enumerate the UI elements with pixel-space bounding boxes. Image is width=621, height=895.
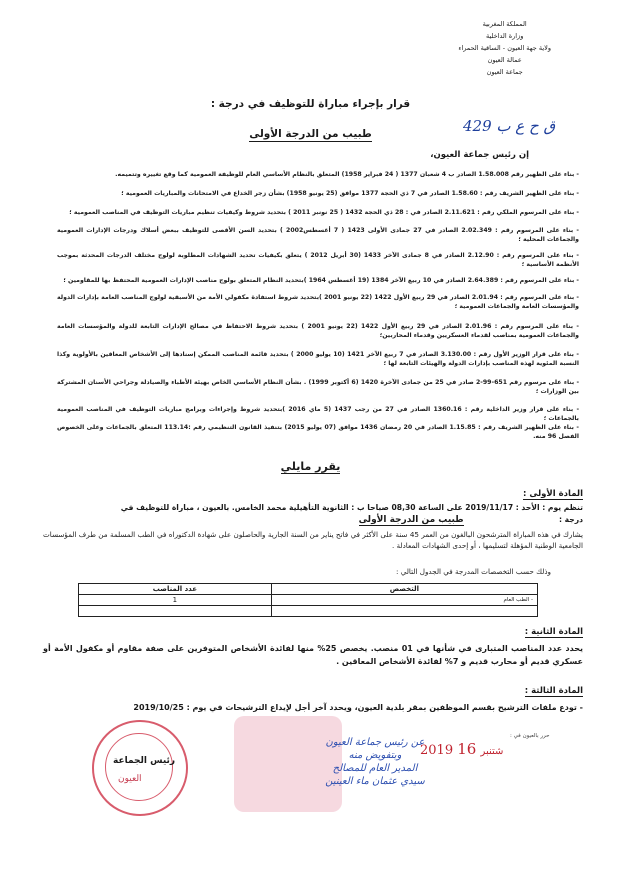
- consideration: - بناء على قرار الوزير الأول رقم : 3.130.00 الصادر في 7 ربيع الآخر 1421 (10 يوليو 2000 ) بتحديد قائمة المناصب الممكن إسنادها إلى الأشخاص المعاقين بالأولوية وكذا النسبة المئوية لهذه المناصب بإدارات الدولة والهيئات التابعة لها ؛: [57, 351, 579, 368]
- stamp-city: العيون: [118, 774, 142, 784]
- place-label: حرر بالعيون في :: [510, 733, 550, 739]
- consideration: - بناء على الظهير الشريف رقم : 1.58.60 الصادر في 7 ذي الحجة 1377 موافق (25 يونيو 1958) بشأن زجر الخداع في الامتحانات والمباريات العمومية ؛: [121, 190, 579, 197]
- article-3-text: - تودع ملفات الترشيح بقسم الموظفين بمقر بلدية العيون، ويحدد آخر أجل لإيداع الترشيحات في يوم : 2019/10/25: [133, 703, 583, 712]
- consideration: - بناء على المرسوم رقم : 2.12.90 الصادر في 8 جمادى الآخر 1433 (30 أبريل 2012 ) يتعلق بكيفيات تحديد الشهادات المطلوبة لولوج مختلف الدرجات المحدثة بموجب الأنظمة الأساسية ؛: [57, 252, 579, 269]
- delegated-signature: [300, 736, 450, 788]
- letterhead-line: ولاية جهة العيون - الساقية الحمراء: [458, 44, 551, 52]
- date-day: 16: [457, 740, 477, 758]
- table-cell-positions: 1: [79, 595, 272, 606]
- article-1-eligibility: يشارك في هذه المباراة المترشحون البالغون من العمر 45 سنة على الأكثر في فاتح يناير من السنة الجارية والحاصلون على شهادة الدكتوراه في الطب المسلمة من طرف المؤسسات الجامعية الوطنية المؤهلة لتسليمها ، أو إحدى الشهادات المعادلة .: [43, 530, 583, 550]
- date-month: شتنبر: [480, 746, 504, 757]
- letterhead-line: وزارة الداخلية: [486, 32, 524, 40]
- article-2-title: [525, 627, 583, 637]
- consideration: - بناء على المرسوم الملكي رقم : 2.11.621 الصادر في : 28 ذي الحجة 1432 ( 25 نونبر 2011 ) بتحديد شروط وكيفيات تنظيم مباريات التوظيف في المناصب العمومية ؛: [69, 209, 579, 216]
- consideration: - بناء على المرسوم رقم : 2.02.349 الصادر في 27 جمادى الأولى 1423 ( 7 أغسطس2002 ) بتحديد السن الأقصى للتوظيف ببعض أسلاك ودرجات الإدارات العمومية والجماعات المحلية ؛: [57, 227, 579, 244]
- round-stamp-inner: [105, 733, 176, 801]
- article-1-grade-line: [43, 514, 583, 526]
- article-1-text: تنظم يوم : الأحد : 2019/11/17 على الساعة 08,30 صباحا ب : الثانوية التأهيلية محمد الخامس. بالعيون ، مباراة للتوظيف في: [120, 503, 583, 512]
- article-1-label: المادة الأولى :: [522, 489, 583, 499]
- decides-heading: [0, 460, 621, 473]
- signature-line: وبتفويض منه: [348, 750, 402, 761]
- consideration: - بناء على المرسوم رقم : 2.64.389 الصادر في 10 ربيع الآخر 1384 (19 أغسطس 1964 )بتحديد النظام المتعلق بولوج مناصب الإدارات العمومية المحتفظ بها للمقاومين ؛: [63, 277, 579, 284]
- article-3-title: [525, 686, 583, 696]
- signature-line: المدير العام للمصالح: [332, 763, 418, 774]
- table-row-empty: [79, 606, 538, 617]
- consideration: - بناء على المرسوم رقم : 2.01.96 الصادر في 29 ربيع الأول 1422 (22 يونيو 2001 ) بتحديد شروط الاحتفاظ في مصالح الإدارات التابعة للدولة والمؤسسات العامة والجماعات العمومية بمناصب لقدماء العسكريين وقدماء المحاربين؛: [57, 323, 579, 340]
- signature-line: عن رئيس جماعة العيون: [325, 737, 425, 748]
- column-header-positions: عدد المناصب: [79, 584, 272, 595]
- column-header-specialty: التخصص: [271, 584, 537, 595]
- grade-value: طبيب من الدرجة الأولى: [358, 515, 464, 525]
- consideration: - بناء على المرسوم رقم : 2.01.94 الصادر في 29 ربيع الأول 1422 (22 يونيو 2001 )بتحديد شروط استفادة مكفولي الأمة من الأسبقية لولوج المناصب العامة بإدارات الدولة والمؤسسات العامة والجماعات العمومية ؛: [57, 294, 580, 311]
- grade-label: درجة :: [558, 515, 583, 524]
- table-cell-empty: [271, 606, 537, 617]
- consideration: - بناء على مرسوم رقم 651-99-2 صادر في 25 من جمادى الآخرة 1420 (6 أكتوبر 1999) . بشأن النظام الأساسي الخاص بهيئة الأطباء والصيادلة وجراحي الأسنان المشتركة بين الوزارات ؛: [57, 379, 580, 396]
- president-intro: إن رئيس جماعة العيون،: [430, 150, 529, 160]
- table-row: [79, 595, 538, 606]
- article-1-title: [523, 489, 583, 499]
- article-1-table-intro: وذلك حسب التخصصات المدرجة في الجدول التالي :: [396, 567, 551, 576]
- letterhead: [458, 18, 551, 78]
- decision-subtitle: [0, 128, 621, 140]
- table-header-row: [79, 584, 538, 595]
- president-signature: رئيس الجماعة: [113, 756, 176, 766]
- article-2-label: المادة الثانية :: [524, 627, 583, 637]
- consideration: - بناء على الظهير الشريف رقم : 1.15.85 الصادر في 20 رمضان 1436 موافق (07 يوليو 2015) بتنفيذ القانون التنظيمي رقم :113.14 المتعلق بالجماعات وعلى الخصوص الفصل 96 منه.: [57, 424, 579, 441]
- article-2-text: يحدد عدد المناصب المتبارى في شأنها في 01 منصب. يخصص 25% منها لفائدة الأشخاص المتوفرين على صفة مقاوم أو مكفول الأمة أو عسكري قديم أو محارب قديم و 7% لفائدة الأشخاص المعاقين .: [43, 644, 583, 666]
- decision-title: قرار بإجراء مباراة للتوظيف في درجة :: [210, 98, 411, 110]
- table-cell-specialty: - الطب العام: [271, 595, 537, 606]
- consideration: - بناء على الظهير رقم 1.58.008 الصادر ب 4 شعبان 1377 ( 24 فبراير 1958) المتعلق بالنظام الأساسي العام للوظيفة العمومية كما وقع تغييره وتتميمه.: [115, 171, 579, 178]
- reference-number: 429 ق ح ع ب: [463, 117, 556, 135]
- consideration: - بناء على قرار وزير الداخلية رقم : 1360.16 الصادر في 27 من رجب 1437 (5 ماي 2016 )بتحديد شروط وإجراءات وبرامج مباريات التوظيف في المناصب العمومية بالجماعات ؛: [57, 406, 580, 423]
- date-year: 2019: [420, 743, 454, 758]
- letterhead-line: عمالة العيون: [487, 56, 522, 64]
- specialties-table: [78, 583, 538, 617]
- table-cell-empty: [79, 606, 272, 617]
- article-3-label: المادة الثالثة :: [524, 686, 583, 696]
- signature-line: سيدي عثمان ماء العينين: [325, 776, 425, 787]
- letterhead-line: جماعة العيون: [486, 68, 523, 76]
- grade-title: طبيب من الدرجة الأولى: [249, 128, 372, 140]
- decides-label: يقرر مايلي: [280, 460, 341, 473]
- letterhead-line: المملكة المغربية: [482, 20, 527, 28]
